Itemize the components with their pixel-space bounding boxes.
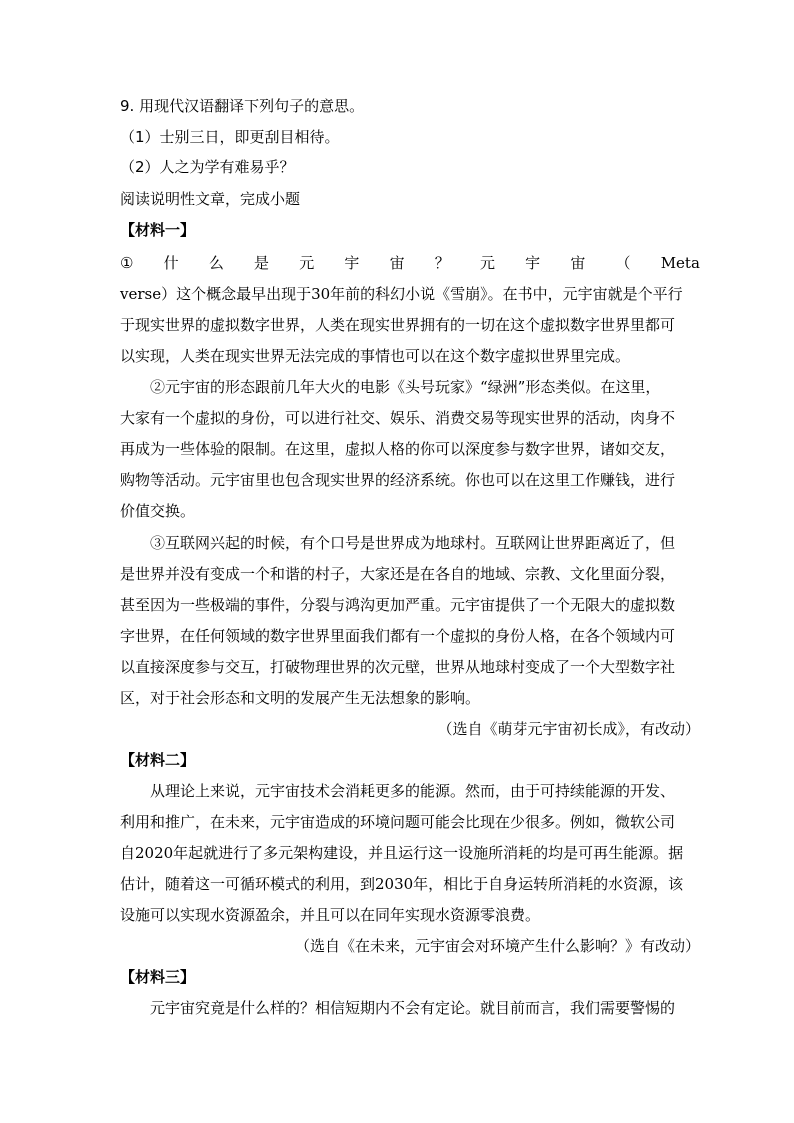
material-3-heading: 【材料三】 — [120, 968, 196, 986]
question-item-1: （1）士别三日，即更刮目相待。 — [120, 128, 340, 146]
material-1-p1-line: verse）这个概念最早出现于30年前的科幻小说《雪崩》。在书中，元宇宙就是个平行 — [120, 285, 683, 303]
p1-token: 宙 — [389, 254, 405, 272]
material-1-p2-line: 大家有一个虚拟的身份，可以进行社交、娱乐、消费交易等现实世界的活动，肉身不 — [120, 409, 676, 427]
p1-token: 元 — [479, 254, 495, 272]
p1-token: 宙 — [570, 254, 586, 272]
p1-token: 是 — [254, 254, 270, 272]
material-1-p3-line: 是世界并没有变成一个和谐的村子，大家还是在各自的地域、宗教、文化里面分裂， — [120, 565, 676, 583]
p1-token: 宇 — [344, 254, 360, 272]
material-2-p1-line: 从理论上来说，元宇宙技术会消耗更多的能源。然而，由于可持续能源的开发、 — [150, 782, 676, 800]
p1-token: ？ — [434, 254, 450, 272]
material-1-p3-line: ③互联网兴起的时候，有个口号是世界成为地球村。互联网让世界距离近了，但 — [150, 534, 676, 552]
p1-token: Meta — [660, 254, 700, 272]
material-1-source: （选自《萌芽元宇宙初长成》，有改动） — [437, 720, 700, 738]
p1-token: （ — [615, 254, 631, 272]
material-1-p3-line: 字世界，在任何领域的数字世界里面我们都有一个虚拟的身份人格，在各个领域内可 — [120, 627, 676, 645]
material-1-p2-line: 购物等活动。元宇宙里也包含现实世界的经济系统。你也可以在这里工作赚钱，进行 — [120, 471, 676, 489]
material-1-p1-line: 以实现，人类在现实世界无法完成的事情也可以在这个数字虚拟世界里完成。 — [120, 347, 631, 365]
question-item-2: （2）人之为学有难易乎？ — [120, 158, 295, 176]
p1-token: 元 — [299, 254, 315, 272]
material-2-p1-line: 估计，随着这一可循环模式的利用，到2030年，相比于自身运转所消耗的水资源，该 — [120, 875, 684, 893]
material-2-p1-line: 设施可以实现水资源盈余，并且可以在同年实现水资源零浪费。 — [120, 906, 541, 924]
p1-token: ① — [120, 254, 134, 272]
material-1-p2-line: 再成为一些体验的限制。在这里，虚拟人格的你可以深度参与数字世界，诸如交友， — [120, 440, 676, 458]
material-2-heading: 【材料二】 — [120, 751, 196, 769]
p1-token: 么 — [208, 254, 224, 272]
material-1-p3-line: 甚至因为一些极端的事件，分裂与鸿沟更加严重。元宇宙提供了一个无限大的虚拟数 — [120, 596, 676, 614]
reading-instruction: 阅读说明性文章，完成小题 — [120, 190, 301, 208]
material-1-paragraph-1-first-line — [120, 253, 700, 273]
material-1-p3-line: 区，对于社会形态和文明的发展产生无法想象的影响。 — [120, 689, 481, 707]
material-2-p1-line: 利用和推广，在未来，元宇宙造成的环境问题可能会比现在少很多。例如，微软公司 — [120, 813, 676, 831]
material-1-p1-line: 于现实世界的虚拟数字世界，人类在现实世界拥有的一切在这个虚拟数字世界里都可 — [120, 316, 676, 334]
question-title: 9. 用现代汉语翻译下列句子的意思。 — [120, 97, 365, 115]
material-2-p1-line: 自2020年起就进行了多元架构建设，并且运行这一设施所消耗的均是可再生能源。据 — [120, 844, 684, 862]
material-1-p2-line: 价值交换。 — [120, 502, 196, 520]
material-1-heading: 【材料一】 — [120, 221, 196, 239]
p1-token: 宇 — [525, 254, 541, 272]
material-1-p2-line: ②元宇宙的形态跟前几年大火的电影《头号玩家》“绿洲”形态类似。在这里， — [150, 378, 661, 396]
material-1-p3-line: 以直接深度参与交互，打破物理世界的次元壁，世界从地球村变成了一个大型数字社 — [120, 658, 676, 676]
material-2-source: （选自《在未来，元宇宙会对环境产生什么影响？》有改动） — [294, 937, 700, 955]
p1-token: 什 — [163, 254, 179, 272]
material-3-p1-line: 元宇宙究竟是什么样的？相信短期内不会有定论。就目前而言，我们需要警惕的 — [150, 999, 676, 1017]
